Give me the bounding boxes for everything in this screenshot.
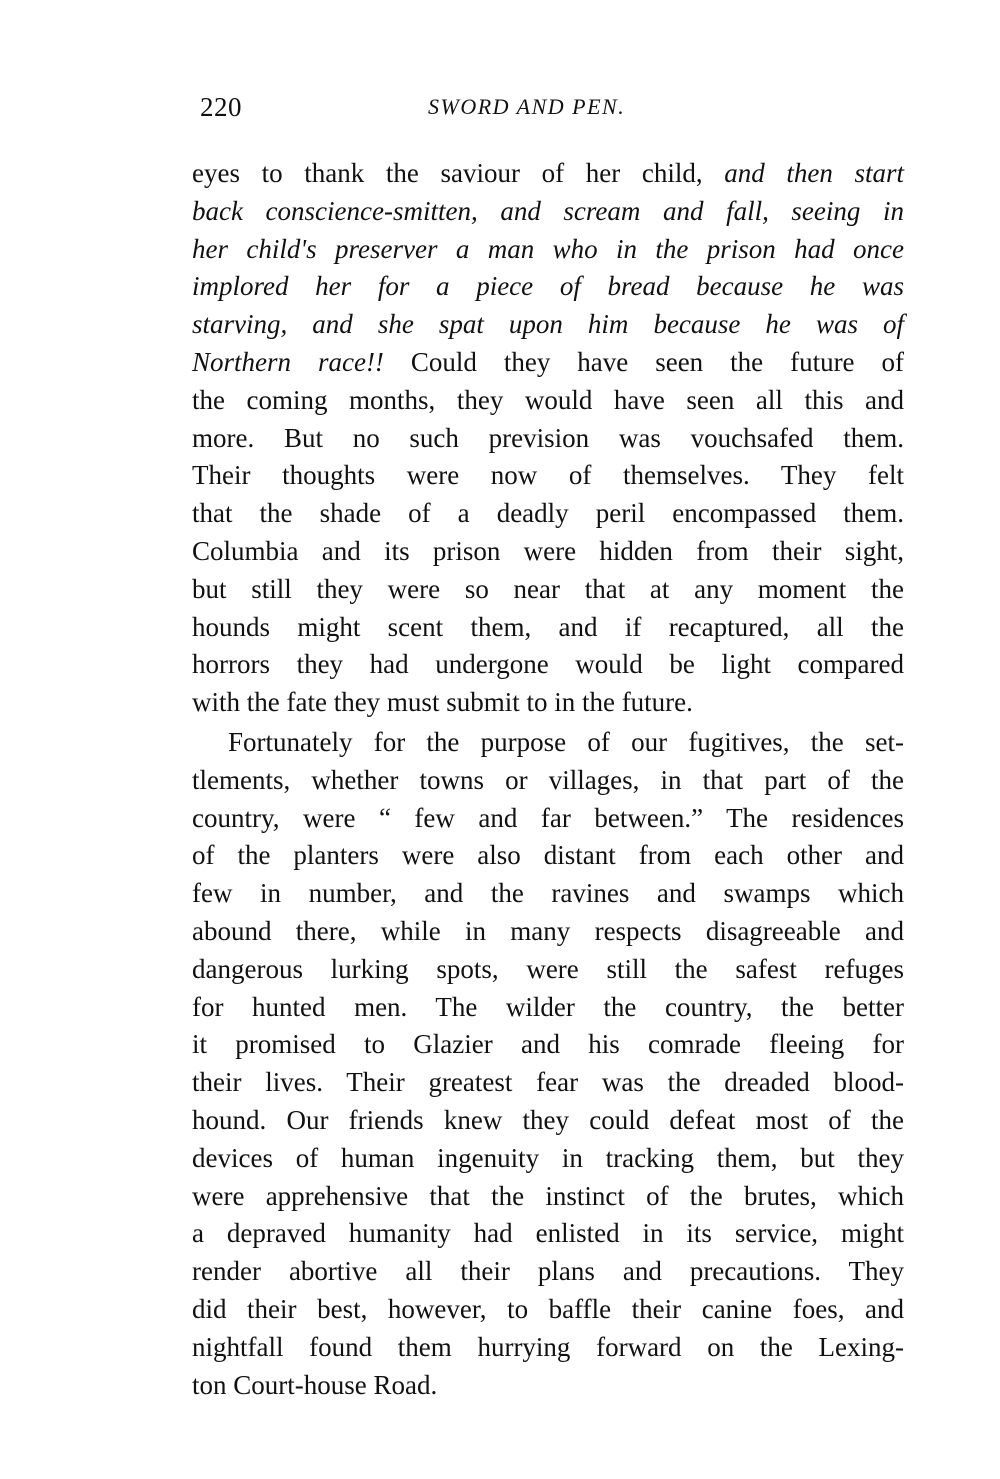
text-line: that the shade of a deadly peril encompassed them. [192,498,904,529]
text-line: abound there, while in many respects disagreeable and [192,915,904,946]
running-title: SWORD AND PEN. [428,94,626,119]
text-line: did their best, however, to baffle their canine foes, and [192,1293,904,1324]
text-line: Their thoughts were now of themselves. They felt [192,460,904,491]
text-line: country, were “ few and far between.” The residences [192,802,904,833]
text-line: devices of human ingenuity in tracking them, but they [192,1142,904,1173]
text-line: with the fate they must submit to in the future. [192,687,693,718]
text-line: nightfall found them hurrying forward on the Lexing- [192,1331,904,1362]
page-header [200,92,900,132]
text-line: tlements, whether towns or villages, in that part of the [192,764,904,795]
paragraph-2 [192,724,904,1404]
text-line: Columbia and its prison were hidden from their sight, [192,535,904,566]
text-line: implored her for a piece of bread because he was [192,271,904,302]
text-line: ton Court-house Road. [192,1369,438,1400]
text-line: for hunted men. The wilder the country, the better [192,991,904,1022]
text-line: dangerous lurking spots, were still the safest refuges [192,953,904,984]
page-number: 220 [200,92,242,122]
text-line: of the planters were also distant from each other and [192,840,904,871]
text-line: more. But no such prevision was vouchsafed them. [192,422,904,453]
page-body [192,155,904,1404]
paragraph-1 [192,155,904,722]
text-line: their lives. Their greatest fear was the dreaded blood- [192,1067,904,1098]
text-line: her child's preserver a man who in the prison had once [192,233,904,264]
text-line: back conscience-smitten, and scream and fall, seeing in [192,195,904,226]
text-line: Northern race!! Could they have seen the future of [192,346,904,377]
text-line: few in number, and the ravines and swamps which [192,878,904,909]
text-line: were apprehensive that the instinct of the brutes, which [192,1180,904,1211]
text-line: render abortive all their plans and precautions. They [192,1256,904,1287]
text-line: it promised to Glazier and his comrade fleeing for [192,1029,904,1060]
text-line: starving, and she spat upon him because he was of [192,309,904,340]
text-line: the coming months, they would have seen all this and [192,384,904,415]
text-line: horrors they had undergone would be light compared [192,649,904,680]
text-line: Fortunately for the purpose of our fugitives, the set- [228,726,904,757]
text-line: hounds might scent them, and if recaptured, all the [192,611,904,642]
text-line: eyes to thank the saviour of her child, and then start [192,158,904,188]
text-line: a depraved humanity had enlisted in its service, might [192,1218,904,1249]
text-line: hound. Our friends knew they could defeat most of the [192,1104,904,1135]
text-line: but still they were so near that at any moment the [192,573,904,604]
